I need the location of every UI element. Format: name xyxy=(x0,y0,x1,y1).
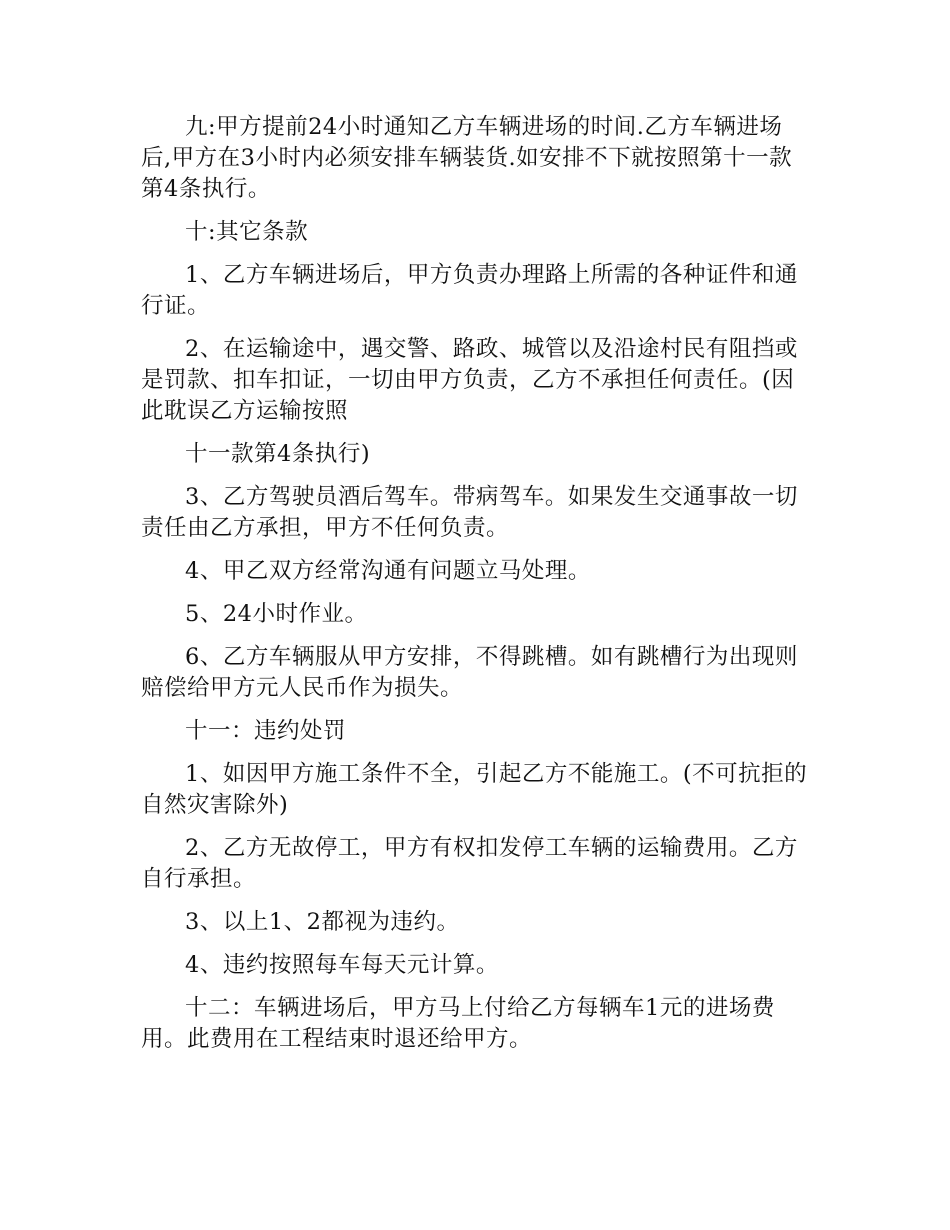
heading-clause-10-other-terms: 十:其它条款 xyxy=(185,219,309,245)
paragraph-clause-10-item-2: 2、在运输途中，遇交警、路政、城管以及沿途村民有阻挡或是罚款、扣车扣证，一切由甲方负责，乙方不承担任何责任。(因此耽误乙方运输按照 xyxy=(141,336,798,424)
paragraph-clause-11-item-2: 2、乙方无故停工，甲方有权扣发停工车辆的运输费用。乙方自行承担。 xyxy=(141,835,798,892)
document-body xyxy=(141,112,813,1067)
paragraph-clause-10-item-2-continued: 十一款第4条执行) xyxy=(185,441,371,467)
paragraph-clause-9: 九:甲方提前24小时通知乙方车辆进场的时间.乙方车辆进场后,甲方在3小时内必须安排车辆装货.如安排不下就按照第十一款第4条执行。 xyxy=(141,114,793,202)
paragraph-clause-10-item-4: 4、甲乙双方经常沟通有问题立马处理。 xyxy=(185,558,591,584)
paragraph-clause-11-item-4: 4、违约按照每车每天元计算。 xyxy=(185,952,499,978)
paragraph-clause-10-item-3: 3、乙方驾驶员酒后驾车。带病驾车。如果发生交通事故一切责任由乙方承担，甲方不任何负责。 xyxy=(141,484,798,541)
heading-clause-11-breach-penalty: 十一：违约处罚 xyxy=(185,718,347,744)
paragraph-clause-12: 十二：车辆进场后，甲方马上付给乙方每辆车1元的进场费用。此费用在工程结束时退还给甲方。 xyxy=(141,995,775,1052)
paragraph-clause-11-item-1: 1、如因甲方施工条件不全，引起乙方不能施工。(不可抗拒的自然灾害除外) xyxy=(141,761,808,818)
paragraph-clause-10-item-1: 1、乙方车辆进场后，甲方负责办理路上所需的各种证件和通行证。 xyxy=(141,262,798,319)
paragraph-clause-10-item-5: 5、24小时作业。 xyxy=(185,601,368,627)
paragraph-clause-10-item-6: 6、乙方车辆服从甲方安排，不得跳槽。如有跳槽行为出现则赔偿给甲方元人民币作为损失。 xyxy=(141,644,798,701)
paragraph-clause-11-item-3: 3、以上1、2都视为违约。 xyxy=(185,909,460,935)
